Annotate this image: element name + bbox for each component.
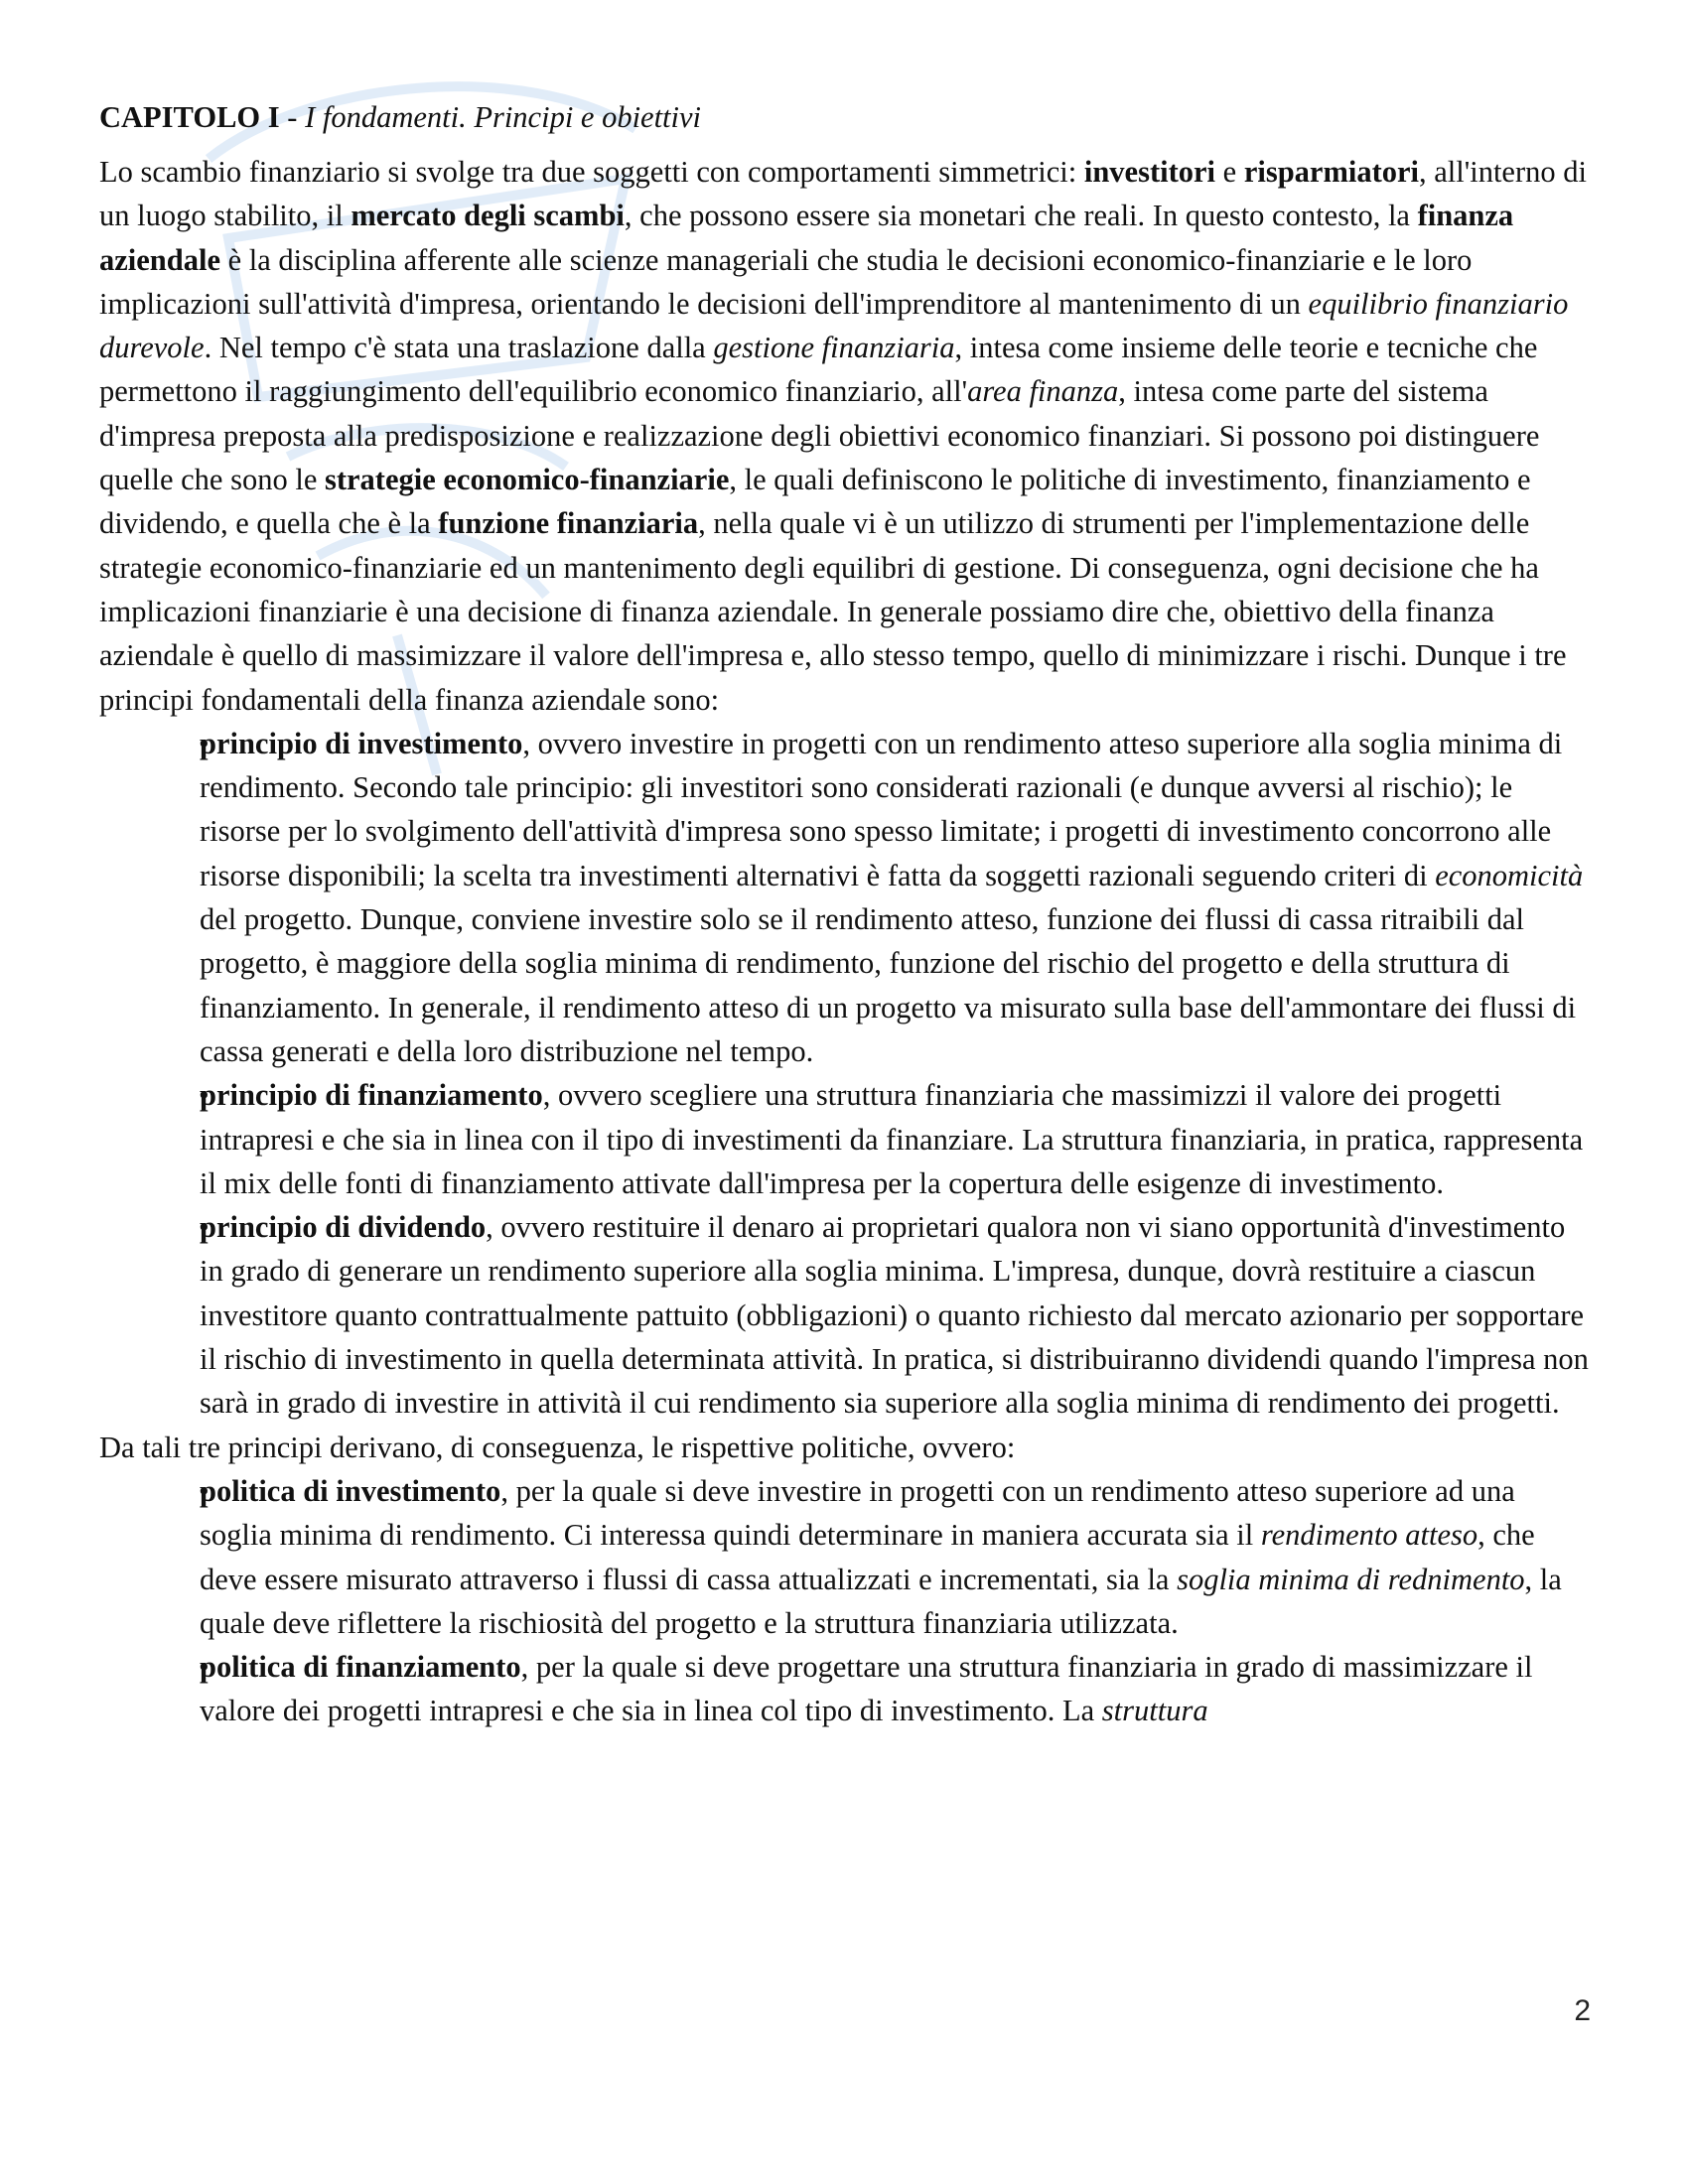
text-run: . Nel tempo c'è stata una traslazione dalla bbox=[204, 331, 714, 365]
intro-paragraph bbox=[99, 150, 1594, 722]
text-run: , per la quale si deve investire in progetti con un rendimento atteso superiore ad una soglia minima di rendimento. Ci interessa quindi determinare in maniera accurata sia il bbox=[200, 1473, 1515, 1553]
text-run: , intesa come insieme delle teorie e tecniche che permettono il raggiungimento dell'equilibrio economico finanziario, all' bbox=[99, 331, 1538, 409]
page-number: 2 bbox=[1574, 1994, 1591, 2027]
document-body bbox=[99, 95, 1594, 1733]
text-run: , ovvero scegliere una struttura finanziaria che massimizzi il valore dei progetti intrapresi e che sia in linea con il tipo di investimenti da finanziare. La struttura finanziaria, in pratica, rappresenta il mix delle fonti di finanziamento attivate dall'impresa per la copertura delle esigenze di investimento. bbox=[200, 1078, 1584, 1200]
text-run: , all'interno di un luogo stabilito, il bbox=[99, 155, 1587, 233]
text-run: , che possono essere sia monetari che reali. In questo contesto, la bbox=[624, 199, 1418, 233]
italic-term: area finanza bbox=[967, 374, 1119, 409]
list-item bbox=[99, 1645, 1594, 1733]
text-run: è la disciplina afferente alle scienze manageriali che studia le decisioni economico-finanziarie e le loro implicazioni sull'attività d'impresa, orientando le decisioni dell'imprenditore al mantenimento di un bbox=[99, 242, 1473, 321]
principle-investimento bbox=[200, 722, 1594, 1073]
bold-term: risparmiatori bbox=[1243, 155, 1419, 189]
italic-term: economicità bbox=[1435, 858, 1584, 892]
text-run: Lo scambio finanziario si svolge tra due soggetti con comportamenti simmetrici: bbox=[99, 155, 1084, 189]
text-run: del progetto. Dunque, conviene investire solo se il rendimento atteso, funzione dei flussi di cassa ritraibili dal progetto, è maggiore della soglia minima di rendimento, funzione del rischio del progetto e della struttura di finanziamento. In generale, il rendimento atteso di un progetto va misurato sulla base dell'ammontare dei flussi di cassa generati e della loro distribuzione nel tempo. bbox=[200, 902, 1577, 1068]
bold-term: politica di investimento bbox=[200, 1473, 501, 1508]
bold-term: finanza aziendale bbox=[99, 199, 1514, 277]
text-run: , intesa come parte del sistema d'impresa preposta alla predisposizione e realizzazione degli obiettivi economico finanziari. Si possono poi distinguere quelle che sono le bbox=[99, 374, 1540, 497]
chapter-heading bbox=[99, 95, 1594, 139]
principles-list bbox=[99, 722, 1594, 1426]
text-run: , ovvero investire in progetti con un rendimento atteso superiore alla soglia minima di rendimento. Secondo tale principio: gli investitori sono considerati razionali (e dunque avversi al rischio); le risorse per lo svolgimento dell'attività d'impresa sono spesso limitate; i progetti di investimento concorrono alle risorse disponibili; la scelta tra investimenti alternativi è fatta da soggetti razionali seguendo criteri di bbox=[200, 726, 1563, 892]
bold-term: strategie economico-finanziarie bbox=[324, 463, 730, 497]
bold-term: funzione finanziaria bbox=[438, 506, 699, 541]
policy-finanziamento bbox=[200, 1645, 1594, 1733]
italic-term: gestione finanziaria bbox=[713, 331, 955, 365]
bold-term: principio di dividendo bbox=[200, 1210, 487, 1245]
policy-investimento bbox=[200, 1469, 1594, 1645]
text-run: , la quale deve riflettere la rischiosità del progetto e la struttura finanziaria utilizzata. bbox=[200, 1562, 1562, 1640]
policies-list bbox=[99, 1469, 1594, 1733]
list-item bbox=[99, 722, 1594, 1073]
text-run: , che deve essere misurato attraverso i flussi di cassa attualizzati e incrementati, sia la bbox=[200, 1518, 1535, 1596]
text-run: , ovvero restituire il denaro ai proprietari qualora non vi siano opportunità d'investimento in grado di generare un rendimento superiore alla soglia minima. L'impresa, dunque, dovrà restituire a ciascun investitore quanto contrattualmente pattuito (obbligazioni) o quanto richiesto dal mercato azionario per sopportare il rischio di investimento in quella determinata attività. In pratica, si distribuiranno dividendi quando l'impresa non sarà in grado di investire in attività il cui rendimento sia superiore alla soglia minima di rendimento dei progetti. bbox=[200, 1210, 1589, 1421]
list-item bbox=[99, 1469, 1594, 1645]
text-run: , per la quale si deve progettare una struttura finanziaria in grado di massimizzare il valore dei progetti intrapresi e che sia in linea col tipo di investimento. La bbox=[200, 1650, 1533, 1728]
bold-term: investitori bbox=[1083, 155, 1216, 189]
italic-term: struttura bbox=[1101, 1694, 1208, 1728]
text-run: , nella quale vi è un utilizzo di strumenti per l'implementazione delle strategie economico-finanziarie ed un mantenimento degli equilibri di gestione. Di conseguenza, ogni decisione che ha implicazioni finanziarie è una decisione di finanza aziendale. In generale possiamo dire che, obiettivo della finanza aziendale è quello di massimizzare il valore dell'impresa e, allo stesso tempo, quello di minimizzare i rischi. Dunque i tre principi fondamentali della finanza aziendale sono: bbox=[99, 506, 1567, 717]
italic-term: soglia minima di rednimento bbox=[1177, 1562, 1525, 1596]
bold-term: politica di finanziamento bbox=[200, 1650, 521, 1685]
chapter-label: CAPITOLO I bbox=[99, 100, 280, 134]
bold-term: principio di investimento bbox=[200, 726, 523, 760]
transition-paragraph: Da tali tre principi derivano, di conseguenza, le rispettive politiche, ovvero: bbox=[99, 1430, 1016, 1464]
list-item bbox=[99, 1205, 1594, 1425]
principle-finanziamento bbox=[200, 1073, 1594, 1205]
principle-dividendo bbox=[200, 1205, 1594, 1425]
chapter-subtitle: I fondamenti. Principi e obiettivi bbox=[305, 100, 702, 134]
italic-term: rendimento atteso bbox=[1260, 1518, 1478, 1553]
text-run: e bbox=[1215, 155, 1244, 189]
bold-term: principio di finanziamento bbox=[200, 1078, 543, 1113]
bold-term: mercato degli scambi bbox=[351, 199, 625, 233]
list-item bbox=[99, 1073, 1594, 1205]
text-run: , le quali definiscono le politiche di investimento, finanziamento e dividendo, e quella che è la bbox=[99, 463, 1531, 541]
heading-separator: - bbox=[279, 100, 306, 134]
italic-term: equilibrio finanziario durevole bbox=[99, 286, 1569, 365]
